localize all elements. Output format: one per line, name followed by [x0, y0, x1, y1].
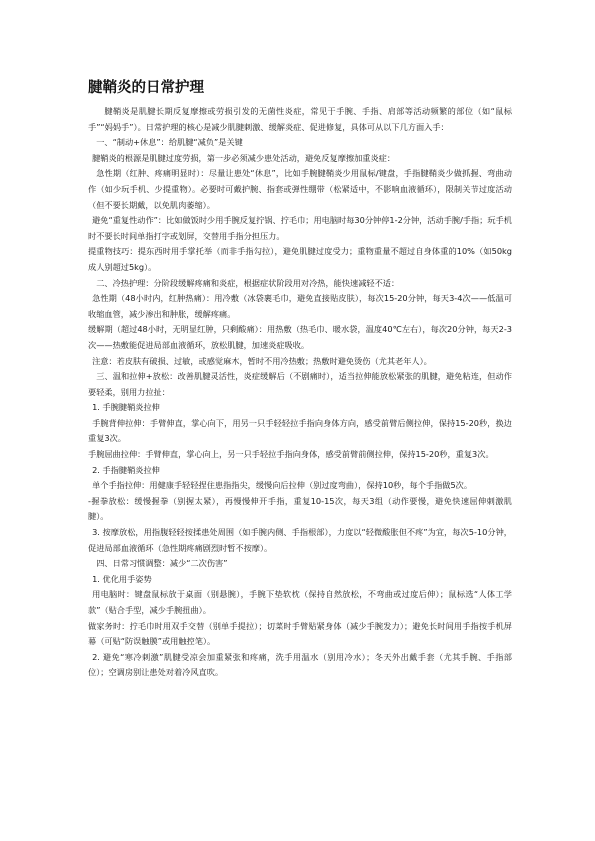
document-page	[88, 78, 512, 681]
section-heading-3: 三、温和拉伸+放松：改善肌腱灵活性，炎症缓解后（不剧痛时），适当拉伸能放松紧张的肌腱，避免粘连，但动作要轻柔，别用力拉扯：	[88, 371, 512, 397]
subheading: 1. 优化用手姿势	[92, 573, 152, 584]
section-heading-1: 一、“制动+休息”：给肌腱“减负”是关键	[96, 137, 243, 148]
section-heading-2: 二、冷热护理：分阶段缓解疼痛和炎症，根据症状阶段用对冷热，能快速减轻不适：	[96, 277, 400, 288]
paragraph: 手腕屈曲拉伸：手臂伸直，掌心向上，另一只手轻拉手指向身体，感受前臂前侧拉伸，保持15-20秒，重复3次。	[88, 449, 494, 460]
paragraph: 3. 按摩放松，用指腹轻轻按揉患处周围（如手腕内侧、手指根部），力度以“轻微酸胀但不疼”为宜，每次5-10分钟，促进局部血液循环（急性期疼痛剧烈时暂不按摩）。	[88, 527, 512, 553]
paragraph: 用电脑时：键盘鼠标放于桌面（别悬腕），手腕下垫软枕（保持自然放松，不弯曲或过度后伸）；鼠标选“人体工学款”（贴合手型，减少手腕扭曲）。	[88, 589, 512, 615]
paragraph: 缓解期（超过48小时，无明显红肿，只剩酸痛）：用热敷（热毛巾、暖水袋，温度40℃左右），每次20分钟，每天2-3次——热敷能促进局部血液循环，放松肌腱，加速炎症吸收。	[88, 324, 512, 350]
paragraph: 急性期（48小时内，红肿热痛）：用冷敷（冰袋裹毛巾，避免直接贴皮肤），每次15-20分钟，每天3-4次——低温可收缩血管，减少渗出和肿胀，缓解疼痛。	[88, 293, 512, 319]
subheading: 1. 手腕腱鞘炎拉伸	[92, 402, 160, 413]
document-title: 腱鞘炎的日常护理	[88, 80, 204, 96]
paragraph: -握拳放松：缓慢握拳（别握太紧），再慢慢伸开手指，重复10-15次，每天3组（动作要慢，避免快速屈伸刺激肌腱）。	[88, 495, 512, 522]
subheading: 2. 手指腱鞘炎拉伸	[92, 464, 160, 475]
paragraph: 急性期（红肿、疼痛明显时）：尽量让患处“休息”，比如手腕腱鞘炎少用鼠标/键盘，手指腱鞘炎少做抓握、弯曲动作（如少玩手机、少提重物）。必要时可戴护腕、指套或弹性绷带（松紧适中，不影响血液循环），限制关节过度活动（但不要长期戴，以免肌肉萎缩）。	[88, 168, 512, 210]
paragraph: 2. 避免“寒冷刺激”肌腱受凉会加重紧张和疼痛，洗手用温水（别用冷水）；冬天外出戴手套（尤其手腕、手指部位）；空调房别让患处对着冷风直吹。	[88, 651, 512, 678]
intro-paragraph: 腱鞘炎是肌腱长期反复摩擦或劳损引发的无菌性炎症，常见于手腕、手指、肩部等活动频繁的部位（如“鼠标手”“妈妈手”）。日常护理的核心是减少肌腱刺激、缓解炎症、促进修复，具体可从以下几方面入手：	[88, 106, 512, 132]
paragraph: 提重物技巧：提东西时用手掌托举（而非手指勾拉），避免肌腱过度受力；重物重量不超过自身体重的10%（如50kg成人别超过5kg）。	[88, 246, 512, 272]
paragraph: 手腕背伸拉伸：手臂伸直，掌心向下，用另一只手轻轻拉手指向身体方向，感受前臂后侧拉伸，保持15-20秒，换边重复3次。	[88, 417, 512, 444]
paragraph: 注意：若皮肤有破损、过敏，或感觉麻木，暂时不用冷热敷；热敷时避免烫伤（尤其老年人）。	[92, 355, 432, 366]
section-heading-4: 四、日常习惯调整：减少“二次伤害”	[96, 558, 228, 569]
paragraph: 单个手指拉伸：用健康手轻轻捏住患指指尖，缓慢向后拉伸（别过度弯曲），保持10秒，每个手指做5次。	[92, 480, 473, 491]
paragraph: 避免“重复性动作”：比如做饭时少用手腕反复拧锅、拧毛巾；用电脑时每30分钟停1-2分钟，活动手腕/手指；玩手机时不要长时间单指打字或划屏，交替用手指分担压力。	[88, 215, 512, 241]
paragraph: 腱鞘炎的根源是肌腱过度劳损，第一步必须减少患处活动，避免反复摩擦加重炎症：	[92, 152, 396, 163]
paragraph: 做家务时：拧毛巾时用双手交替（别单手提拉）；切菜时手臂贴紧身体（减少手腕发力）；避免长时间用手指按手机屏幕（可贴“防误触膜”或用触控笔）。	[88, 620, 512, 647]
